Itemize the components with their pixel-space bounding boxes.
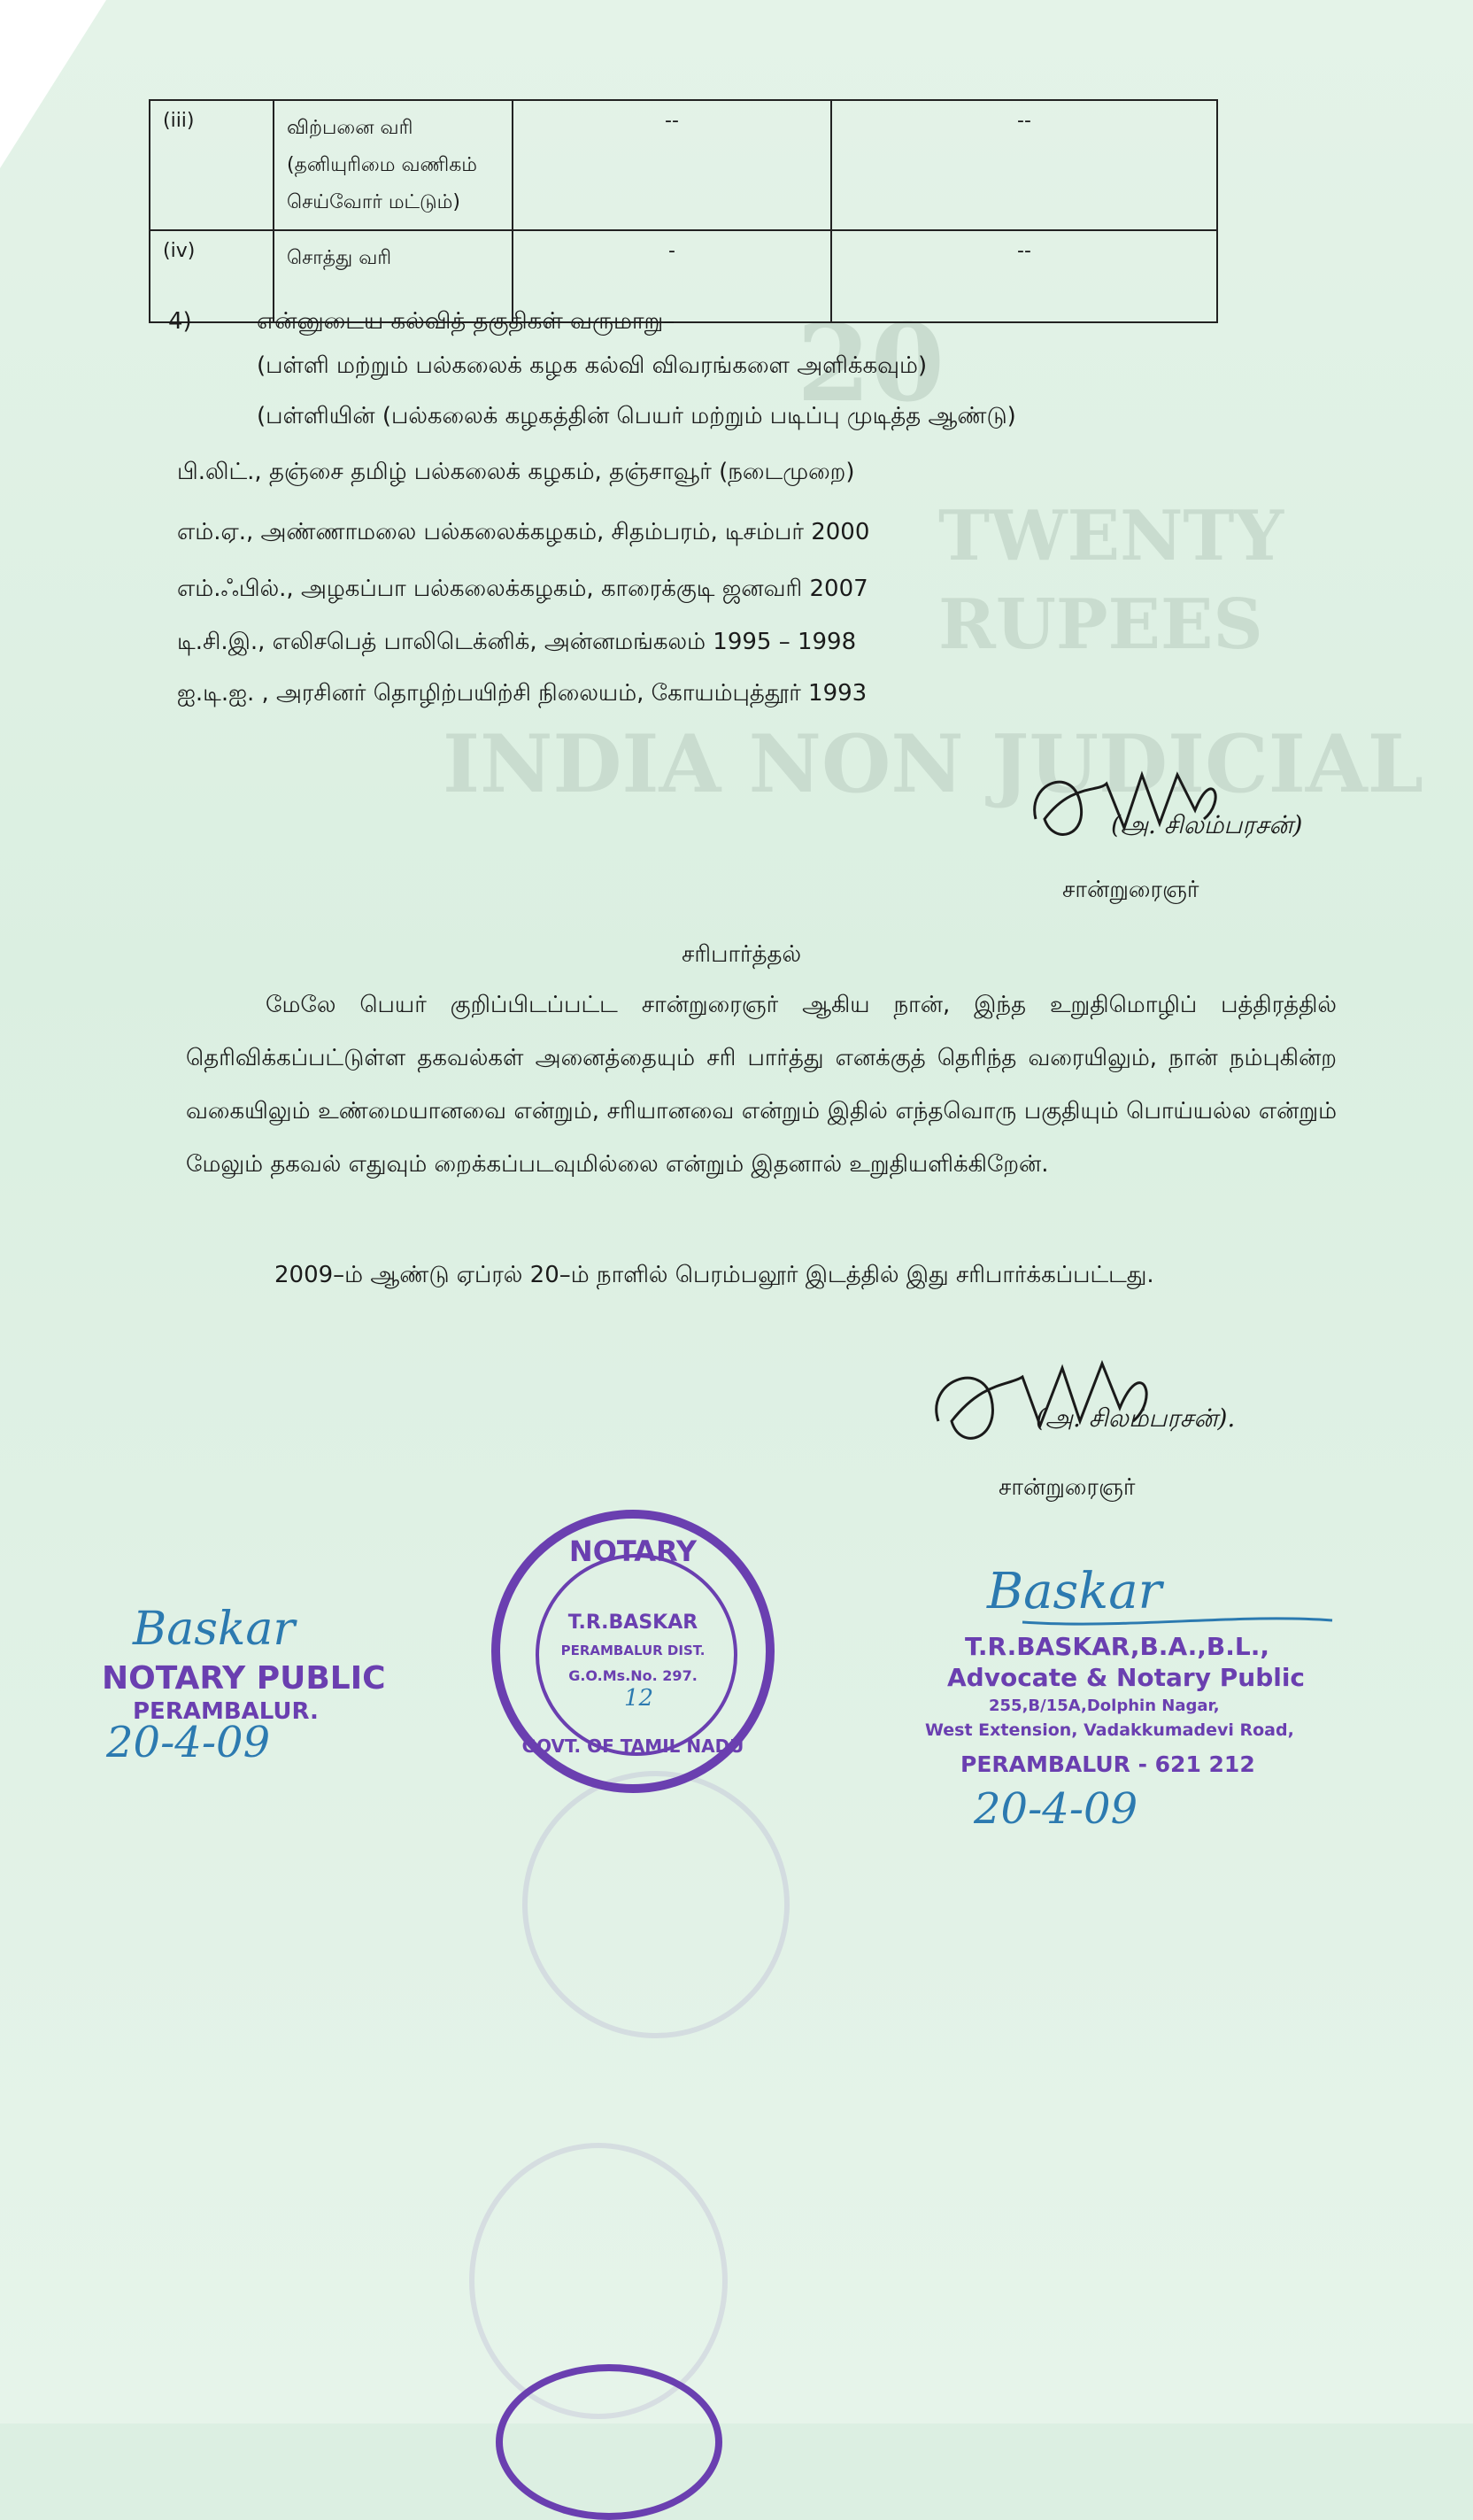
signatory-label: சான்றுரைஞர் <box>999 1474 1136 1501</box>
verification-text: மேலே பெயர் குறிப்பிடப்பட்ட சான்றுரைஞர் ஆகிய நான், இந்த உறுதிமொழிப் பத்திரத்தில் தெரிவிக்கப்பட்டுள்ள தகவல்கள் அனைத்தையும் சரி பார்த்து எனக்குத் தெரிந்த வரையிலும், நான் நம்புகின்ற வகையிலும் உண்மையானவை என்றும், சரியானவை என்றும் இதில் எந்தவொரு பகுதியும் பொய்யல்ல என்றும் மேலும் தகவல் எதுவும் றைக்கப்படவுமில்லை என்றும் இதனால் உறுதியளிக்கிறேன். <box>186 992 1337 1178</box>
seal-order: G.O.Ms.No. 297. <box>568 1667 698 1684</box>
education-entry: பி.லிட்., தஞ்சை தமிழ் பல்கலைக் கழகம், தஞ்சாவூர் (நடைமுறை) <box>177 459 855 485</box>
verification-paragraph <box>186 978 1337 1191</box>
item-number: 4) <box>168 308 192 335</box>
notary-date: 20-4-09 <box>106 1718 271 1767</box>
education-note: (பள்ளி மற்றும் பல்கலைக் கழக கல்வி விவரங்களை அளிக்கவும்) <box>257 352 928 379</box>
education-heading: என்னுடைய கல்வித் தகுதிகள் வருமாறு– <box>257 308 675 335</box>
notary-title: NOTARY PUBLIC <box>102 1660 386 1697</box>
verification-date: 2009–ம் ஆண்டு ஏப்ரல் 20–ம் நாளில் பெரம்பலூர் இடத்தில் இது சரிபார்க்கப்பட்டது. <box>274 1262 1154 1288</box>
tax-table <box>149 99 1218 323</box>
folded-corner <box>0 0 106 168</box>
row-value: - <box>513 230 831 322</box>
notary-date: 20-4-09 <box>974 1784 1138 1834</box>
row-number: (iii) <box>150 100 274 230</box>
education-entry: எம்.ஏ., அண்ணாமலை பல்கலைக்கழகம், சிதம்பரம், டிசம்பர் 2000 <box>177 519 870 545</box>
advocate-role: Advocate & Notary Public <box>947 1663 1306 1692</box>
row-value: -- <box>513 100 831 230</box>
advocate-address: 255,B/15A,Dolphin Nagar, <box>989 1697 1220 1715</box>
signature-name: (அ. சிலம்பரசன்) <box>1111 810 1303 839</box>
background-seal <box>522 1771 790 2038</box>
notary-place: PERAMBALUR. <box>133 1698 319 1725</box>
background-watermark: TWENTY <box>938 496 1284 576</box>
seal-top-text: NOTARY <box>568 1534 698 1568</box>
row-description: சொத்து வரி <box>274 230 513 322</box>
seal-handwritten-number: 12 <box>624 1685 654 1712</box>
seal-name: T.R.BASKAR <box>567 1612 698 1634</box>
row-value: -- <box>831 230 1217 322</box>
advocate-name: T.R.BASKAR,B.A.,B.L., <box>965 1632 1269 1661</box>
table-row <box>150 100 1217 230</box>
background-watermark: 20 <box>797 301 945 426</box>
advocate-city: PERAMBALUR - 621 212 <box>960 1751 1255 1777</box>
signature-name: (அ. சிலம்பரசன்). <box>1036 1403 1236 1433</box>
education-entry: டி.சி.இ., எலிசபெத் பாலிடெக்னிக், அன்னமங்கலம் 1995 – 1998 <box>177 629 857 655</box>
section-heading: சரிபார்த்தல் <box>682 941 802 968</box>
seal-bottom-text: GOVT. OF TAMIL NADU <box>521 1735 744 1757</box>
signature-underline <box>1018 1612 1337 1629</box>
row-number: (iv) <box>150 230 274 322</box>
education-entry: எம்.ஃபில்., அழகப்பா பல்கலைக்கழகம், காரைக்குடி ஜனவரி 2007 <box>177 576 868 602</box>
education-note: (பள்ளியின் (பல்கலைக் கழகத்தின் பெயர் மற்றும் படிப்பு முடித்த ஆண்டு) <box>257 403 1016 429</box>
bottom-seal-fragment <box>496 2364 722 2520</box>
signatory-label: சான்றுரைஞர் <box>1062 877 1199 903</box>
notary-signature: Baskar <box>133 1603 296 1656</box>
notary-signature: Baskar <box>987 1563 1162 1620</box>
education-entry: ஐ.டி.ஐ. , அரசினர் தொழிற்பயிற்சி நிலையம், கோயம்புத்தூர் 1993 <box>177 680 868 707</box>
handwritten-signature <box>1018 748 1248 863</box>
seal-place: PERAMBALUR DIST. <box>560 1643 706 1658</box>
notary-seal <box>491 1510 775 1793</box>
advocate-address: West Extension, Vadakkumadevi Road, <box>925 1720 1294 1740</box>
row-description: விற்பனை வரி (தனியுரிமை வணிகம் செய்வோர் மட்டும்) <box>274 100 513 230</box>
row-value: -- <box>831 100 1217 230</box>
background-watermark: INDIA NON JUDICIAL <box>443 717 1423 811</box>
background-watermark: RUPEES <box>938 584 1263 665</box>
